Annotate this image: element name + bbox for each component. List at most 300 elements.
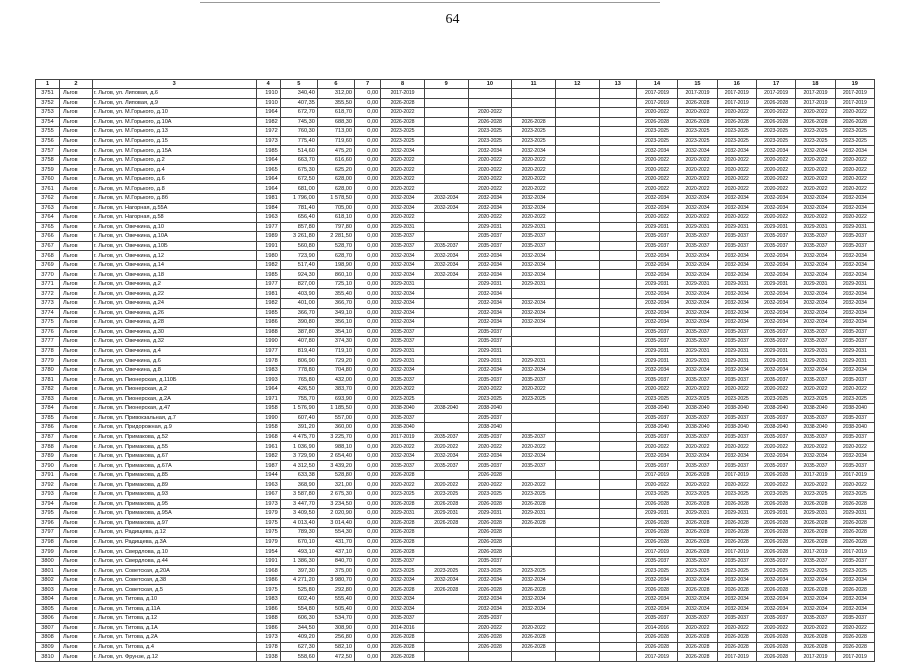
table-cell: Льгов [60, 365, 93, 375]
table-cell: 2026-2028 [468, 633, 512, 643]
table-cell [555, 394, 599, 404]
table-cell: 2032-2034 [512, 203, 556, 213]
table-cell: 2029-2031 [756, 279, 795, 289]
table-cell: 2029-2031 [835, 279, 874, 289]
table-cell: Льгов [60, 108, 93, 118]
table-cell: 0,00 [354, 136, 380, 146]
table-cell: 4 013,40 [280, 518, 317, 528]
table-cell: 2032-2034 [835, 604, 874, 614]
table-cell: 360,00 [317, 423, 354, 433]
table-cell: г. Льгов, ул. Примакова, д.55 [92, 442, 256, 452]
table-row [36, 442, 875, 452]
table-cell: 534,70 [317, 614, 354, 624]
column-number: 1 [36, 80, 60, 89]
table-cell: 2032-2034 [717, 604, 756, 614]
table-cell: 2017-2019 [636, 470, 678, 480]
table-row [36, 98, 875, 108]
table-cell: 2029-2031 [717, 509, 756, 519]
column-number: 8 [381, 80, 425, 89]
table-cell: 2017-2019 [796, 89, 835, 99]
table-cell: 2023-2025 [424, 489, 468, 499]
table-cell: 1979 [256, 509, 280, 519]
table-cell: 2035-2037 [835, 241, 874, 251]
table-cell [424, 165, 468, 175]
table-cell: 713,00 [317, 127, 354, 137]
table-cell: г. Льгов, ул. Овечкина, д.2 [92, 279, 256, 289]
table-cell: 2032-2034 [796, 299, 835, 309]
table-cell: 1982 [256, 451, 280, 461]
table-cell: г. Льгов, ул. Примакова, д.89 [92, 480, 256, 490]
table-cell: 2029-2031 [835, 346, 874, 356]
table-cell [555, 194, 599, 204]
table-cell: 1989 [256, 232, 280, 242]
table-cell: 2023-2025 [512, 136, 556, 146]
table-cell: 2029-2031 [468, 279, 512, 289]
table-cell: Льгов [60, 594, 93, 604]
table-row [36, 537, 875, 547]
table-cell: 0,00 [354, 423, 380, 433]
table-cell: г. Льгов, ул. Примакова, д.93 [92, 489, 256, 499]
table-cell: г. Льгов, ул. Липовая, д.9 [92, 98, 256, 108]
table-cell: 321,00 [317, 480, 354, 490]
table-cell: 472,50 [317, 652, 354, 662]
table-cell: 633,38 [280, 470, 317, 480]
table-cell [599, 404, 636, 414]
table-cell: 2032-2034 [381, 203, 425, 213]
table-cell: 2035-2037 [636, 337, 678, 347]
table-cell: 0,00 [354, 432, 380, 442]
table-cell: 2032-2034 [512, 299, 556, 309]
table-cell [512, 346, 556, 356]
table-cell: 3764 [36, 213, 60, 223]
table-cell: 2032-2034 [468, 365, 512, 375]
table-cell: 2023-2025 [756, 566, 795, 576]
table-cell: 2032-2034 [636, 365, 678, 375]
table-cell: 2020-2022 [381, 213, 425, 223]
table-cell [424, 146, 468, 156]
table-cell: Льгов [60, 98, 93, 108]
table-cell: 775,40 [280, 136, 317, 146]
table-cell: 2023-2025 [468, 127, 512, 137]
table-cell [599, 108, 636, 118]
table-cell: Льгов [60, 480, 93, 490]
table-cell: 2032-2034 [381, 146, 425, 156]
table-cell: 0,00 [354, 289, 380, 299]
table-cell [599, 461, 636, 471]
table-cell: 1981 [256, 194, 280, 204]
table-cell: 2035-2037 [424, 241, 468, 251]
table-cell: г. Льгов, ул. Титова, д.2А [92, 633, 256, 643]
table-cell: 409,20 [280, 633, 317, 643]
table-row [36, 575, 875, 585]
table-cell: 2020-2022 [796, 480, 835, 490]
table-cell: г. Льгов, ул. Овечкина, д.14 [92, 260, 256, 270]
table-cell: 2032-2034 [717, 194, 756, 204]
table-cell: 2026-2028 [756, 518, 795, 528]
table-row [36, 633, 875, 643]
table-cell: 2029-2031 [468, 509, 512, 519]
table-cell: Льгов [60, 432, 93, 442]
table-cell: 0,00 [354, 213, 380, 223]
table-cell: 2035-2037 [381, 232, 425, 242]
table-cell: 2038-2040 [424, 404, 468, 414]
table-cell: 2026-2028 [381, 470, 425, 480]
table-cell: 2029-2031 [468, 356, 512, 366]
table-cell [599, 499, 636, 509]
table-cell: 2029-2031 [636, 356, 678, 366]
table-cell: 2023-2025 [636, 394, 678, 404]
table-cell: 2035-2037 [756, 461, 795, 471]
table-cell: 2029-2031 [796, 346, 835, 356]
table-row [36, 155, 875, 165]
column-number: 14 [636, 80, 678, 89]
table-cell: 4 271,20 [280, 575, 317, 585]
table-row [36, 327, 875, 337]
table-cell: 2035-2037 [796, 375, 835, 385]
table-cell [512, 98, 556, 108]
table-cell: г. Льгов, ул. Свердлова, д.44 [92, 556, 256, 566]
table-cell: 2032-2034 [756, 604, 795, 614]
table-cell: Льгов [60, 518, 93, 528]
table-cell: г. Льгов, ул. Нагорная, д.55А [92, 203, 256, 213]
table-cell: 2026-2028 [756, 528, 795, 538]
table-cell: 2032-2034 [678, 604, 717, 614]
table-cell [599, 365, 636, 375]
table-cell [555, 356, 599, 366]
table-cell: 2029-2031 [678, 509, 717, 519]
table-cell: 2026-2028 [717, 633, 756, 643]
table-cell: 2035-2037 [468, 232, 512, 242]
table-cell: 2020-2022 [512, 155, 556, 165]
table-cell: 2032-2034 [756, 260, 795, 270]
table-cell: 2035-2037 [717, 432, 756, 442]
table-cell [599, 165, 636, 175]
table-cell: 2032-2034 [678, 451, 717, 461]
table-cell: 557,00 [317, 413, 354, 423]
table-cell: 2017-2019 [381, 89, 425, 99]
table-cell: 1987 [256, 461, 280, 471]
table-cell: г. Льгов, ул. Пионерская, д.2А [92, 394, 256, 404]
table-cell: 2020-2022 [835, 155, 874, 165]
table-cell: 0,00 [354, 222, 380, 232]
table-cell: 2017-2019 [796, 652, 835, 662]
table-cell: 2035-2037 [381, 241, 425, 251]
table-cell: 2020-2022 [468, 174, 512, 184]
table-cell: 2026-2028 [468, 537, 512, 547]
table-cell [599, 222, 636, 232]
table-cell: 3765 [36, 222, 60, 232]
table-cell: 2020-2022 [678, 213, 717, 223]
table-cell: 2035-2037 [835, 461, 874, 471]
table-cell: 3792 [36, 480, 60, 490]
table-cell [424, 337, 468, 347]
table-cell: 3751 [36, 89, 60, 99]
table-cell: 349,10 [317, 308, 354, 318]
table-cell: 2026-2028 [835, 537, 874, 547]
table-cell: 437,10 [317, 547, 354, 557]
table-cell: 2032-2034 [835, 308, 874, 318]
table-cell: Льгов [60, 442, 93, 452]
table-row [36, 203, 875, 213]
table-cell: Льгов [60, 470, 93, 480]
table-cell: 602,40 [280, 594, 317, 604]
table-cell: 2038-2040 [636, 423, 678, 433]
table-cell: 2026-2028 [381, 633, 425, 643]
table-cell: 0,00 [354, 509, 380, 519]
table-cell: 2020-2022 [468, 165, 512, 175]
table-cell: 3779 [36, 356, 60, 366]
table-cell: 3795 [36, 509, 60, 519]
table-row [36, 547, 875, 557]
table-cell: 2032-2034 [512, 318, 556, 328]
table-cell: 3755 [36, 127, 60, 137]
table-cell: 618,70 [317, 108, 354, 118]
table-cell [599, 642, 636, 652]
table-cell [599, 375, 636, 385]
table-cell: 2023-2025 [424, 566, 468, 576]
table-cell: 2032-2034 [424, 575, 468, 585]
table-cell [424, 327, 468, 337]
table-cell: г. Льгов, ул. Титова, д.4 [92, 642, 256, 652]
table-cell [555, 432, 599, 442]
table-cell: 3782 [36, 384, 60, 394]
table-cell: 2029-2031 [512, 279, 556, 289]
table-cell: г. Льгов, ул. Овечкина, д.10Б [92, 241, 256, 251]
table-cell: 2035-2037 [512, 432, 556, 442]
table-cell: 2029-2031 [717, 346, 756, 356]
table-cell: 3810 [36, 652, 60, 662]
table-cell: 2023-2025 [835, 136, 874, 146]
table-cell: 2032-2034 [678, 260, 717, 270]
table-cell: 2020-2022 [381, 174, 425, 184]
table-cell: г. Льгов, ул. Советская, д.38 [92, 575, 256, 585]
table-cell: 340,40 [280, 89, 317, 99]
table-cell: 2020-2022 [468, 384, 512, 394]
table-row [36, 279, 875, 289]
table-cell [424, 213, 468, 223]
table-cell: 0,00 [354, 537, 380, 547]
table-cell: 2020-2022 [678, 184, 717, 194]
column-number: 16 [717, 80, 756, 89]
table-cell: 1982 [256, 260, 280, 270]
table-cell: 3780 [36, 365, 60, 375]
table-cell: 2035-2037 [512, 461, 556, 471]
table-cell: 2026-2028 [381, 98, 425, 108]
table-cell [512, 423, 556, 433]
table-cell: Льгов [60, 136, 93, 146]
table-cell [512, 470, 556, 480]
table-cell: 2035-2037 [468, 375, 512, 385]
column-number: 13 [599, 80, 636, 89]
table-cell: 2026-2028 [468, 499, 512, 509]
table-cell [555, 509, 599, 519]
table-cell: 2032-2034 [717, 575, 756, 585]
table-cell: 368,90 [280, 480, 317, 490]
table-cell: 2023-2025 [636, 566, 678, 576]
table-cell [555, 155, 599, 165]
table-row [36, 213, 875, 223]
table-cell: Льгов [60, 299, 93, 309]
table-cell [555, 327, 599, 337]
table-cell [599, 279, 636, 289]
table-cell: 1963 [256, 480, 280, 490]
table-cell: 2020-2022 [468, 442, 512, 452]
table-cell [424, 614, 468, 624]
table-cell: 1973 [256, 633, 280, 643]
table-cell: 2020-2022 [796, 442, 835, 452]
table-cell: 2020-2022 [381, 384, 425, 394]
table-cell: г. Льгов, ул. Овечкина, д.8 [92, 365, 256, 375]
table-cell: 3809 [36, 642, 60, 652]
table-cell: 2020-2022 [636, 184, 678, 194]
table-cell: 1993 [256, 375, 280, 385]
table-cell [599, 136, 636, 146]
table-cell: 0,00 [354, 232, 380, 242]
table-cell: 2032-2034 [468, 299, 512, 309]
table-cell [512, 556, 556, 566]
table-cell: 2026-2028 [512, 585, 556, 595]
table-cell: 2026-2028 [381, 547, 425, 557]
table-row [36, 489, 875, 499]
table-cell: 2023-2025 [835, 489, 874, 499]
table-cell: 2020-2022 [678, 108, 717, 118]
table-cell [599, 117, 636, 127]
table-cell: 0,00 [354, 633, 380, 643]
table-cell: 2035-2037 [468, 413, 512, 423]
table-cell: 2035-2037 [636, 461, 678, 471]
table-cell: 2026-2028 [756, 98, 795, 108]
table-cell: 2026-2028 [424, 499, 468, 509]
table-cell: 505,40 [317, 604, 354, 614]
table-cell [555, 556, 599, 566]
table-cell: 1965 [256, 165, 280, 175]
table-cell: 0,00 [354, 594, 380, 604]
table-row [36, 270, 875, 280]
table-cell [555, 251, 599, 261]
table-cell: 2029-2031 [796, 356, 835, 366]
table-cell: 2023-2025 [678, 489, 717, 499]
table-cell [555, 184, 599, 194]
table-cell: 0,00 [354, 260, 380, 270]
table-cell: 2032-2034 [678, 203, 717, 213]
table-row [36, 165, 875, 175]
table-cell [599, 127, 636, 137]
table-cell: 2032-2034 [424, 270, 468, 280]
table-cell: 2032-2034 [756, 308, 795, 318]
table-cell: 2020-2022 [512, 174, 556, 184]
table-cell: 2032-2034 [424, 203, 468, 213]
table-cell [424, 127, 468, 137]
table-cell [424, 279, 468, 289]
table-cell: 607,40 [280, 413, 317, 423]
table-cell: 2032-2034 [512, 594, 556, 604]
table-cell: 2020-2022 [678, 480, 717, 490]
table-cell: 672,50 [280, 174, 317, 184]
table-cell [599, 356, 636, 366]
table-cell: 2026-2028 [636, 537, 678, 547]
table-cell: 2020-2022 [835, 213, 874, 223]
table-cell: 2029-2031 [835, 356, 874, 366]
table-cell [555, 423, 599, 433]
table-cell: 2026-2028 [835, 117, 874, 127]
table-cell: 2026-2028 [756, 547, 795, 557]
table-cell: 2038-2040 [381, 404, 425, 414]
table-cell [599, 442, 636, 452]
table-cell: 2032-2034 [717, 251, 756, 261]
table-cell: Льгов [60, 251, 93, 261]
table-cell: 616,60 [317, 155, 354, 165]
table-cell: 2 654,40 [317, 451, 354, 461]
column-number: 7 [354, 80, 380, 89]
table-cell: 1986 [256, 604, 280, 614]
table-cell: 2020-2022 [381, 184, 425, 194]
table-cell: 2029-2031 [636, 279, 678, 289]
table-cell: 2023-2025 [717, 136, 756, 146]
table-cell: Льгов [60, 499, 93, 509]
table-cell: 3768 [36, 251, 60, 261]
table-cell: 2035-2037 [796, 232, 835, 242]
table-cell: 2035-2037 [835, 432, 874, 442]
table-cell: 2020-2022 [717, 480, 756, 490]
table-cell: 4 312,50 [280, 461, 317, 471]
table-cell: 1944 [256, 470, 280, 480]
table-cell: Льгов [60, 509, 93, 519]
table-cell: 292,80 [317, 585, 354, 595]
table-cell: Льгов [60, 289, 93, 299]
table-cell: 2035-2037 [678, 327, 717, 337]
table-cell: 2035-2037 [424, 461, 468, 471]
table-cell: 0,00 [354, 165, 380, 175]
table-cell: 2032-2034 [756, 594, 795, 604]
table-cell: 2029-2031 [424, 509, 468, 519]
table-cell [599, 480, 636, 490]
table-cell [599, 547, 636, 557]
table-cell: 2017-2019 [835, 98, 874, 108]
table-cell: 1963 [256, 213, 280, 223]
table-cell: Льгов [60, 604, 93, 614]
table-cell [424, 155, 468, 165]
table-cell [555, 127, 599, 137]
table-cell: 2029-2031 [468, 222, 512, 232]
table-cell [555, 222, 599, 232]
table-cell: 3803 [36, 585, 60, 595]
table-cell: 2023-2025 [381, 127, 425, 137]
table-cell: 344,50 [280, 623, 317, 633]
table-cell [468, 98, 512, 108]
table-cell: 2020-2022 [636, 174, 678, 184]
table-cell: 2026-2028 [381, 518, 425, 528]
table-row [36, 528, 875, 538]
table-cell [555, 489, 599, 499]
table-cell: 2035-2037 [468, 337, 512, 347]
table-row [36, 556, 875, 566]
table-cell: 3787 [36, 432, 60, 442]
table-cell [555, 289, 599, 299]
table-cell: 0,00 [354, 604, 380, 614]
column-number: 18 [796, 80, 835, 89]
table-cell: 2032-2034 [468, 203, 512, 213]
table-cell [599, 146, 636, 156]
table-cell [555, 365, 599, 375]
table-cell: 0,00 [354, 327, 380, 337]
table-cell: 2038-2040 [796, 423, 835, 433]
table-row [36, 251, 875, 261]
table-cell: 2026-2028 [678, 528, 717, 538]
table-cell: 0,00 [354, 575, 380, 585]
table-cell: 2020-2022 [717, 623, 756, 633]
table-cell: 1958 [256, 404, 280, 414]
column-number: 4 [256, 80, 280, 89]
